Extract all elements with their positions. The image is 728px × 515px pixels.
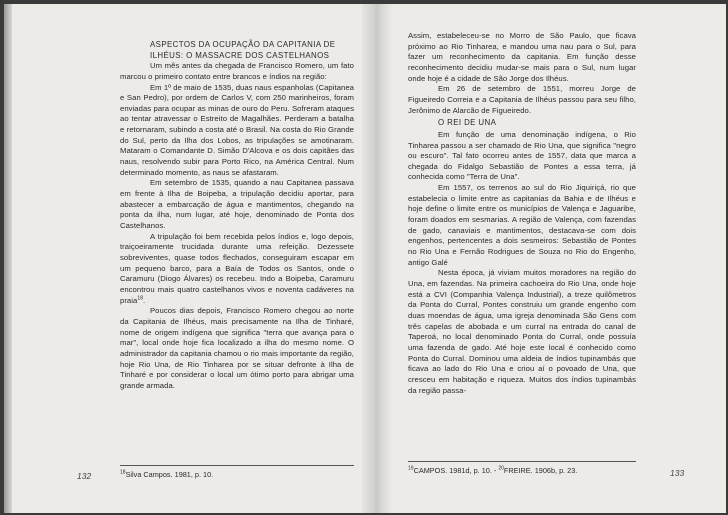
left-page <box>120 40 354 392</box>
paragraph: Em 1557, os terrenos ao sul do Rio Jiquiriçá, rio que estabeleciа o limite entre as capitanias da Bahia e de Ilhéus e hoje define o limite entre os municípios de Valença e Jaguaribe, foram doados em sesmarias. A região de Valença, com fazendas de gado, canaviais e mantimentos, destacava-se com dois engenhos, pertencentes a dois sesmeiros: Sebastião de Pontes no Rio Una e Fernão Rodrigues de Souza no Rio do Engenho, antigo Galé <box>408 183 636 267</box>
chapter-heading-line-2: ILHÉUS: O MASSACRE DOS CASTELHANOS <box>150 50 330 60</box>
paragraph: Um mês antes da chegada de Francisco Romero, um fato marcou o primeiro contato entre brancos e índios na região: <box>120 61 354 81</box>
footnote: $^{18}$Silva Campos. 1981, p. 10. <box>120 469 214 479</box>
footnote-ref: 18 <box>137 295 144 302</box>
page-number: 133 <box>670 468 685 478</box>
book-gutter <box>362 4 392 513</box>
paragraph: Em 1º de maio de 1535, duas naus espanholas (Capitanea e San Pedro), por ordem de Carlos V, com 250 marinheiros, foram enviadas para ocupar as minas de ouro do Peru. Sofreram ataques ao tentar atravessar o Estreito de Magalhães. Perderam a batalha e retornaram, subindo a costa até o Brasil. Na costa do Rio Grande do Sul, perto da Ilha dos Lobos, as tripulações se amotinaram. Mataram o Comandante D. Simão D'Alcova e os dois capitães das naus, resolvendo subir para Porto Rico, na América Central. Num determinado momento, as naus se afastaram. <box>120 82 354 177</box>
paragraph: Poucos dias depois, Francisco Romero chegou ao norte da Capitania de Ilhéus, mais precisamente na Ilha de Tinharé, nome de origem indígena que significa "terra que avança para o mar", local onde hoje fica localizado a ilha do mesmo nome. O administrador da capitania chamou o rio mais importante da região, hoje Rio Una, de Rio Tinharea por se situar defronte à Ilha de Tinharé e por considerar o local um ótimo porto para abrigar uma grande armada. <box>120 306 354 390</box>
footnote-divider <box>408 461 636 462</box>
right-page <box>408 31 636 396</box>
chapter-heading-line-1: ASPECTOS DA OCUPAÇÃO DA CAPITANIA DE <box>150 40 336 49</box>
footnote: $^{19}$CAMPOS. 1981d, p. 10. - $^{20}$FREIRE. 1906b, p. 23. <box>408 465 578 475</box>
paragraph: Em 26 de setembro de 1551, morreu Jorge de Figueiredo Correia e a Capitania de Ilhéus passou para seu filho, Jerônimo de Alarcão de Figueiredo. <box>408 84 636 115</box>
paragraph: Assim, estabeleceu-se no Morro de São Paulo, que ficava próximo ao Rio Tinharea, e mandou uma nau para o Sul, para fazer um reconhecimento da capitania. Em função desse reconhecimento decidiu mudar-se mais para o Sul, num lugar onde hoje é a cidade de São Jorge dos Ilhéus. <box>408 31 636 83</box>
paragraph: Em função de uma denominação indígena, o Rio Tinharea passou a ser chamado de Rio Una, que significa "negro ou escuro". Tal fato ocorreu antes de 1557, data que marca a chegada do Fidalgo Sebastião de Pontes a essa terra, já conhecida como "Terra de Una". <box>408 129 636 182</box>
section-heading: O REI DE UNA <box>438 118 497 128</box>
book-spread <box>4 4 726 513</box>
page-edge <box>4 4 12 513</box>
paragraph: A tripulação foi bem recebida pelos índios e, logo depois, traiçoeiramente trucidada durante uma refeição. Dezessete sobreviventes, quase todos flechados, conseguiram escapar em um pequeno barco, para a Baía de Todos os Santos, onde o Caramuru (Diogo Álvares) os recebeu. Indo a Boipeba, Caramuru encontrou mais quatro castelhanos vivos e noventa cadáveres na praia$^{18}$. <box>120 231 354 305</box>
page-number: 132 <box>77 471 92 481</box>
paragraph: Em setembro de 1535, quando a nau Capitanea passava em frente à Ilha de Boipeba, a tripulação decidiu aportar, para abastecer a embarcação de água e mantimentos, chegando na ponta da ilha, num lugar, até hoje, denominado de Ponta dos Castelhanos. <box>120 178 354 231</box>
paragraph-text: A tripulação foi bem recebida pelos índios e, logo depois, traiçoeiramente trucidada durante uma refeição. Dezessete sobreviventes, quase todos flechados, conseguiram escapar em um pequeno barco, para a Baía de Todos os Santos, onde o Caramuru (Diogo Álvares) os recebeu. Indo a Boipeba, Caramuru encontrou mais quatro castelhanos vivos e noventa cadáveres na praia <box>120 231 354 305</box>
footnote-divider <box>120 465 354 466</box>
paragraph: Nesta época, já viviam muitos moradores na região do Una, em fazendas. Na primeira cachoeira do Rio Una, onde hoje está a CVI (Companhia Valença Industrial), a treze quilômetros da Ponta do Curral, Pontes construiu um grande engenho com duas moendas de água, uma igreja denominada São Gens com três capelas de abobada e um curral na entrada do canal de Taperoá, no local denominado Ponta do Curral, onde possuía uma fazenda de gado. Até hoje este local é conhecido como Ponta do Curral. Dominou uma aldeia de índios tupinambás que ficava ao lado do Rio Una e criou aí o povoado de Una, que cresceu em habitação e riqueza. Muitos dos índios tupinambás da região passa- <box>408 268 636 395</box>
